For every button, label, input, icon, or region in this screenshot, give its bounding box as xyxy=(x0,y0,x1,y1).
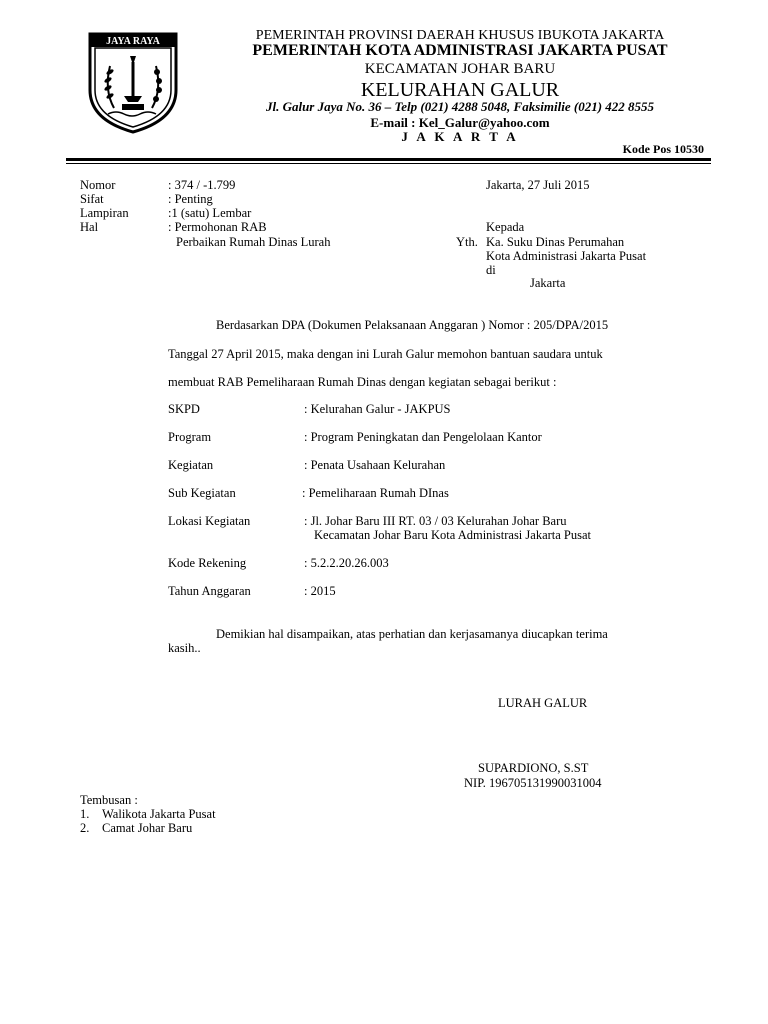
nomor-label: Nomor xyxy=(80,178,116,192)
tembusan-item: Camat Johar Baru xyxy=(102,821,193,835)
item-label: Kode Rekening xyxy=(168,556,247,570)
signature-nip: NIP. 196705131990031004 xyxy=(464,776,602,790)
tembusan-number: 1. xyxy=(80,807,90,821)
header-address: Jl. Galur Jaya No. 36 – Telp (021) 4288 5048, Faksimilie (021) 422 8555 xyxy=(265,99,655,114)
header-province: PEMERINTAH PROVINSI DAERAH KHUSUS IBUKOTA JAKARTA xyxy=(255,28,665,43)
logo-text: JAYA RAYA xyxy=(106,36,160,47)
tembusan-label: Tembusan : xyxy=(80,793,138,807)
body-paragraph-3: membuat RAB Pemeliharaan Rumah Dinas dengan kegiatan sebagai berikut : xyxy=(168,375,557,389)
body-paragraph-1: Berdasarkan DPA (Dokumen Pelaksanaan Anggaran ) Nomor : 205/DPA/2015 xyxy=(216,318,609,332)
recipient-yth: Yth. xyxy=(456,235,478,249)
signature-title: LURAH GALUR xyxy=(498,696,588,710)
lampiran-value: :1 (satu) Lembar xyxy=(168,206,252,220)
body-paragraph-2: Tanggal 27 April 2015, maka dengan ini Lurah Galur memohon bantuan saudara untuk xyxy=(168,347,603,361)
recipient-kepada: Kepada xyxy=(486,220,525,234)
item-label: Kegiatan xyxy=(168,458,214,472)
item-value: : Program Peningkatan dan Pengelolaan Kantor xyxy=(304,430,542,444)
recipient-line2: Kota Administrasi Jakarta Pusat xyxy=(486,249,647,263)
item-label: Tahun Anggaran xyxy=(168,584,251,598)
hal-value-line1: : Permohonan RAB xyxy=(168,220,267,234)
header-postal-code: Kode Pos 10530 xyxy=(622,142,704,156)
recipient-city: Jakarta xyxy=(530,276,566,290)
item-value-continued: Kecamatan Johar Baru Kota Administrasi Jakarta Pusat xyxy=(314,528,592,542)
header-kelurahan: KELURAHAN GALUR xyxy=(360,79,560,101)
item-label: Lokasi Kegiatan xyxy=(168,514,251,528)
sifat-value: : Penting xyxy=(168,192,213,206)
item-value: : Kelurahan Galur - JAKPUS xyxy=(304,402,451,416)
recipient-di: di xyxy=(486,263,496,277)
letter-date: Jakarta, 27 Juli 2015 xyxy=(486,178,590,192)
sifat-label: Sifat xyxy=(80,192,104,206)
closing-line-2: kasih.. xyxy=(168,641,201,655)
item-label: SKPD xyxy=(168,402,200,416)
header-district: KECAMATAN JOHAR BARU xyxy=(364,61,556,77)
lampiran-label: Lampiran xyxy=(80,206,129,220)
item-value: : 2015 xyxy=(304,584,336,598)
header-divider-thin xyxy=(66,163,711,164)
item-label: Sub Kegiatan xyxy=(168,486,236,500)
item-value: : 5.2.2.20.26.003 xyxy=(304,556,389,570)
nomor-value: : 374 / -1.799 xyxy=(168,178,236,192)
tembusan-item: Walikota Jakarta Pusat xyxy=(102,807,216,821)
hal-value-line2: Perbaikan Rumah Dinas Lurah xyxy=(176,235,331,249)
header-email: E-mail : Kel_Galur@yahoo.com xyxy=(370,115,550,130)
item-value: : Penata Usahaan Kelurahan xyxy=(304,458,446,472)
tembusan-number: 2. xyxy=(80,821,90,835)
closing-line-1: Demikian hal disampaikan, atas perhatian dan kerjasamanya diucapkan terima xyxy=(216,627,608,641)
header-city: PEMERINTAH KOTA ADMINISTRASI JAKARTA PUSAT xyxy=(252,42,668,59)
signature-name: SUPARDIONO, S.ST xyxy=(478,761,589,775)
item-label: Program xyxy=(168,430,212,444)
recipient-line1: Ka. Suku Dinas Perumahan xyxy=(486,235,625,249)
item-value: : Pemeliharaan Rumah DInas xyxy=(302,486,449,500)
header-divider-thick xyxy=(66,158,711,161)
header-city-name: J A K A R T A xyxy=(401,129,519,144)
item-value: : Jl. Johar Baru III RT. 03 / 03 Kelurahan Johar Baru xyxy=(304,514,567,528)
hal-label: Hal xyxy=(80,220,99,234)
